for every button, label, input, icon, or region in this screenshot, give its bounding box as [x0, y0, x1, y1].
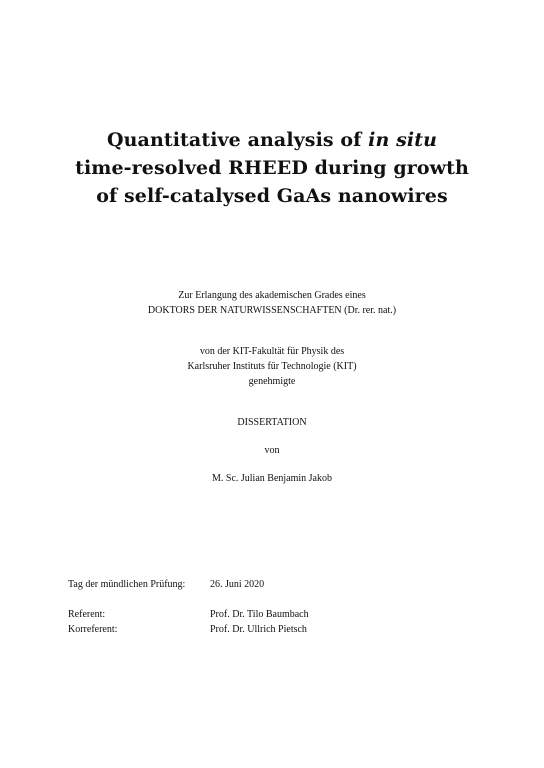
title-line-1 — [0, 126, 544, 154]
thesis-title — [0, 126, 544, 210]
korreferent-row — [68, 622, 488, 637]
korreferent-label: Korreferent: — [68, 624, 118, 635]
referees — [68, 607, 488, 637]
by-label: von — [264, 445, 280, 456]
faculty-line-2: Karlsruher Instituts für Technologie (KIT) — [187, 361, 357, 372]
referent-row — [68, 607, 488, 622]
title-line-1-text: Quantitative analysis of — [106, 129, 362, 151]
degree-line-1: Zur Erlangung des akademischen Grades eines — [178, 290, 366, 301]
title-line-2: time-resolved RHEED during growth — [75, 157, 469, 179]
faculty-line-1: von der KIT-Fakultät für Physik des — [199, 346, 345, 357]
korreferent-name: Prof. Dr. Ullrich Pietsch — [210, 624, 307, 635]
by-line — [0, 443, 544, 458]
document-type — [0, 415, 544, 430]
referent-label: Referent: — [68, 609, 106, 620]
faculty-line-3: genehmigte — [248, 376, 296, 387]
author-name: M. Sc. Julian Benjamin Jakob — [212, 473, 332, 484]
faculty-statement — [0, 344, 544, 389]
degree-line-2: DOKTORS DER NATURWISSENSCHAFTEN (Dr. rer. nat.) — [147, 305, 397, 316]
exam-date-value: 26. Juni 2020 — [210, 579, 265, 590]
degree-statement — [0, 288, 544, 318]
title-line-3: of self-catalysed GaAs nanowires — [96, 185, 448, 207]
title-italic-phrase: in situ — [368, 129, 438, 151]
author-block — [0, 471, 544, 486]
referent-name: Prof. Dr. Tilo Baumbach — [210, 609, 309, 620]
exam-date-row — [68, 577, 488, 592]
document-type-label: DISSERTATION — [237, 417, 307, 428]
exam-date-label: Tag der mündlichen Prüfung: — [68, 579, 186, 590]
